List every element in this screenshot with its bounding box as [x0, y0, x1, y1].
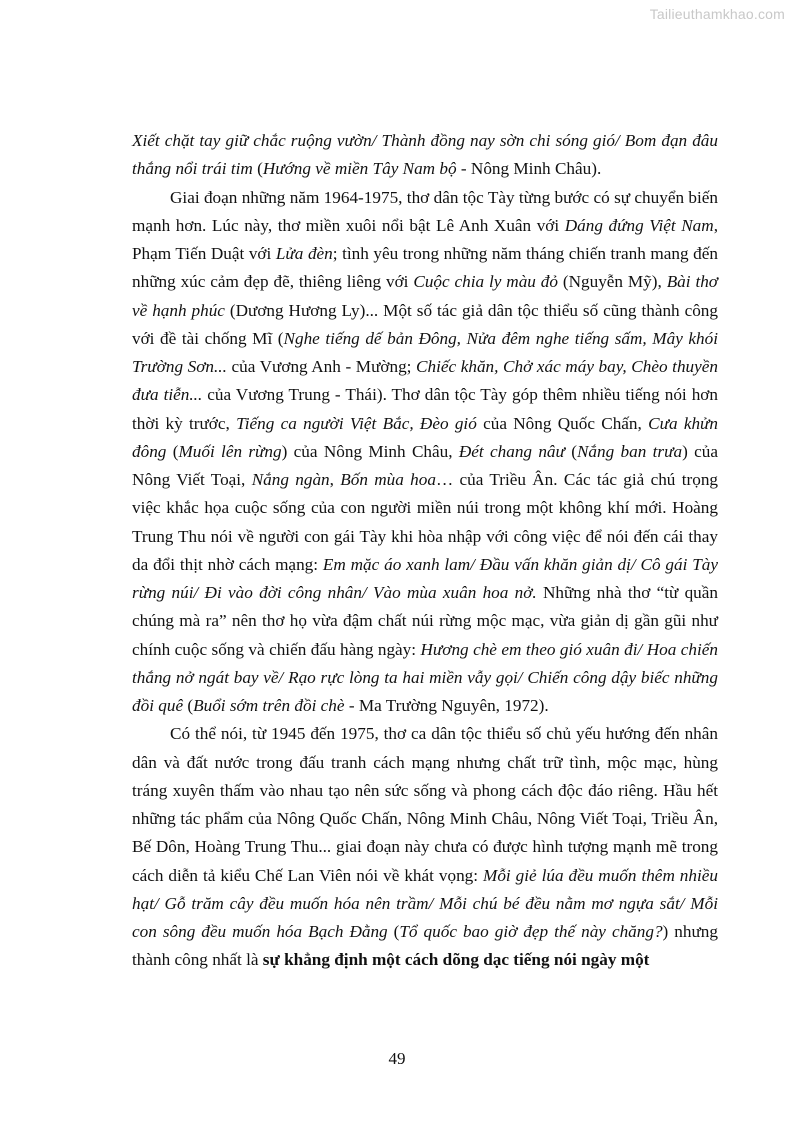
text-run: ,: [329, 470, 341, 489]
text-run: Bốn mùa hoa: [340, 470, 436, 489]
text-run: (Dương Hương Ly)... Một số tác giả dân tộc thiểu số cũng thành công với đề tài chống Mĩ (: [132, 300, 718, 348]
text-run: Đét chang nâư: [458, 441, 565, 461]
text-run: Xiết chặt tay giữ chắc ruộng vườn/ Thành đồng nay sờn chi sóng gió/ Bom đạn đâu thắng nổi trái tim: [132, 131, 718, 179]
page-number: 49: [388, 1049, 406, 1068]
text-run: Cuộc chia ly màu đỏ: [413, 272, 558, 292]
text-run: (Nguyễn Mỹ),: [557, 272, 667, 292]
text-run: ) của Nông Minh Châu,: [281, 441, 459, 461]
text-run: Hướng về miền Tây Nam bộ: [262, 159, 457, 179]
paragraph-3: [132, 720, 718, 974]
body-text: [132, 127, 718, 975]
watermark: Tailieuthamkhao.com: [649, 6, 785, 22]
paragraph-1: [132, 127, 718, 184]
text-run: Nắng ngàn: [251, 470, 330, 489]
text-run: Những nhà thơ “từ quần chúng mà ra” nên thơ họ vừa đậm chất núi rừng mộc mạc, vừa giản dị gần gũi như chính cuộc sống và chiến đấu hàng ngày:: [132, 583, 718, 659]
text-run: Bài thơ về hạnh phúc: [132, 272, 718, 320]
text-run: Cưa khửn đông: [132, 413, 719, 461]
text-run: sự khẳng định một cách dõng dạc tiếng nói ngày một: [262, 950, 650, 970]
text-run: Mỗi giẻ lúa đều muốn thêm nhiều hạt/ Gỗ trăm cây đều muốn hóa nên trầm/ Mỗi chú bé đều nằm mơ ngựa sắt/ Mỗi con sông đều muốn hóa Bạch Đằng: [132, 865, 718, 941]
text-run: của Nông Quốc Chấn,: [476, 413, 649, 433]
text-run: Có thể nói, từ 1945 đến 1975, thơ ca dân tộc thiểu số chủ yếu hướng đến nhân dân và đất nước trong đấu tranh cách mạng nhưng chất trữ tình, mộc mạc, hùng tráng xuyên thấm vào nhau tạo nên sức sống và phong cách độc đáo riêng. Hầu hết những tác phẩm của Nông Quốc Chấn, Nông Minh Châu, Nông Viết Toại, Triều Ân, Bế Dôn, Hoàng Trung Thu... giai đoạn này chưa có được hình tượng mạnh mẽ trong cách diễn tả kiểu Chế Lan Viên nói về khát vọng:: [132, 724, 718, 885]
text-run: (: [564, 441, 577, 461]
text-run: Lửa đèn: [275, 244, 333, 263]
text-run: ; tình yêu trong những năm tháng chiến tranh mang đến những xúc cảm đẹp đẽ, thiêng liêng với: [132, 244, 718, 292]
text-run: Giai đoạn những năm 1964-1975, thơ dân tộc Tày từng bước có sự chuyển biến mạnh hơn. Lúc này, thơ miền xuôi nổi bật Lê Anh Xuân với: [132, 187, 718, 235]
text-run: - Nông Minh Châu).: [456, 159, 602, 179]
text-run: Chiếc khăn, Chở xác máy bay, Chèo thuyền đưa tiễn...: [132, 357, 718, 405]
text-run: của Vương Anh - Mường;: [226, 357, 417, 376]
text-run: ) của Nông Viết Toại,: [132, 441, 718, 489]
text-run: Nắng ban trưa: [576, 441, 683, 461]
text-run: Nghe tiếng dế bản Đông, Nửa đêm nghe tiếng sấm, Mây khói Trường Sơn...: [132, 328, 718, 376]
text-run: Buổi sớm trên đồi chè: [193, 696, 345, 715]
text-run: … của Triều Ân. Các tác giả chú trọng việc khắc họa cuộc sống của con người miền núi trong một không khí mới. Hoàng Trung Thu nói về người con gái Tày khi hòa nhập với công việc để nói đến cái thay da đổi thịt nhờ cách mạng:: [132, 470, 719, 574]
text-run: (: [183, 696, 194, 715]
text-run: Tiếng ca người Việt Bắc, Đèo gió: [236, 413, 477, 433]
text-run: (: [252, 159, 263, 179]
text-run: ) nhưng thành công nhất là: [132, 922, 718, 970]
text-run: Muối lên rừng: [178, 441, 282, 461]
text-run: Dáng đứng Việt Nam: [564, 215, 714, 235]
text-run: , Phạm Tiến Duật với: [132, 215, 718, 263]
text-run: Hương chè em theo gió xuân đi/ Hoa chiến thắng nở ngát bay về/ Rạo rực lòng ta hai miền vẫy gọi/ Chiến công dậy biếc những đồi quê: [132, 639, 718, 715]
text-run: (: [387, 922, 400, 941]
text-run: Tổ quốc bao giờ đẹp thế này chăng?: [399, 922, 663, 941]
text-run: Em mặc áo xanh lam/ Đầu vấn khăn giản dị/ Cô gái Tày rừng núi/ Đi vào đời công nhân/ Vào mùa xuân hoa nở.: [132, 554, 718, 602]
text-run: của Vương Trung - Thái). Thơ dân tộc Tày góp thêm nhiều tiếng nói hơn thời kỳ trước,: [132, 385, 718, 433]
text-run: - Ma Trường Nguyên, 1972).: [344, 696, 549, 715]
text-run: (: [166, 441, 179, 461]
paragraph-2: [132, 184, 718, 721]
